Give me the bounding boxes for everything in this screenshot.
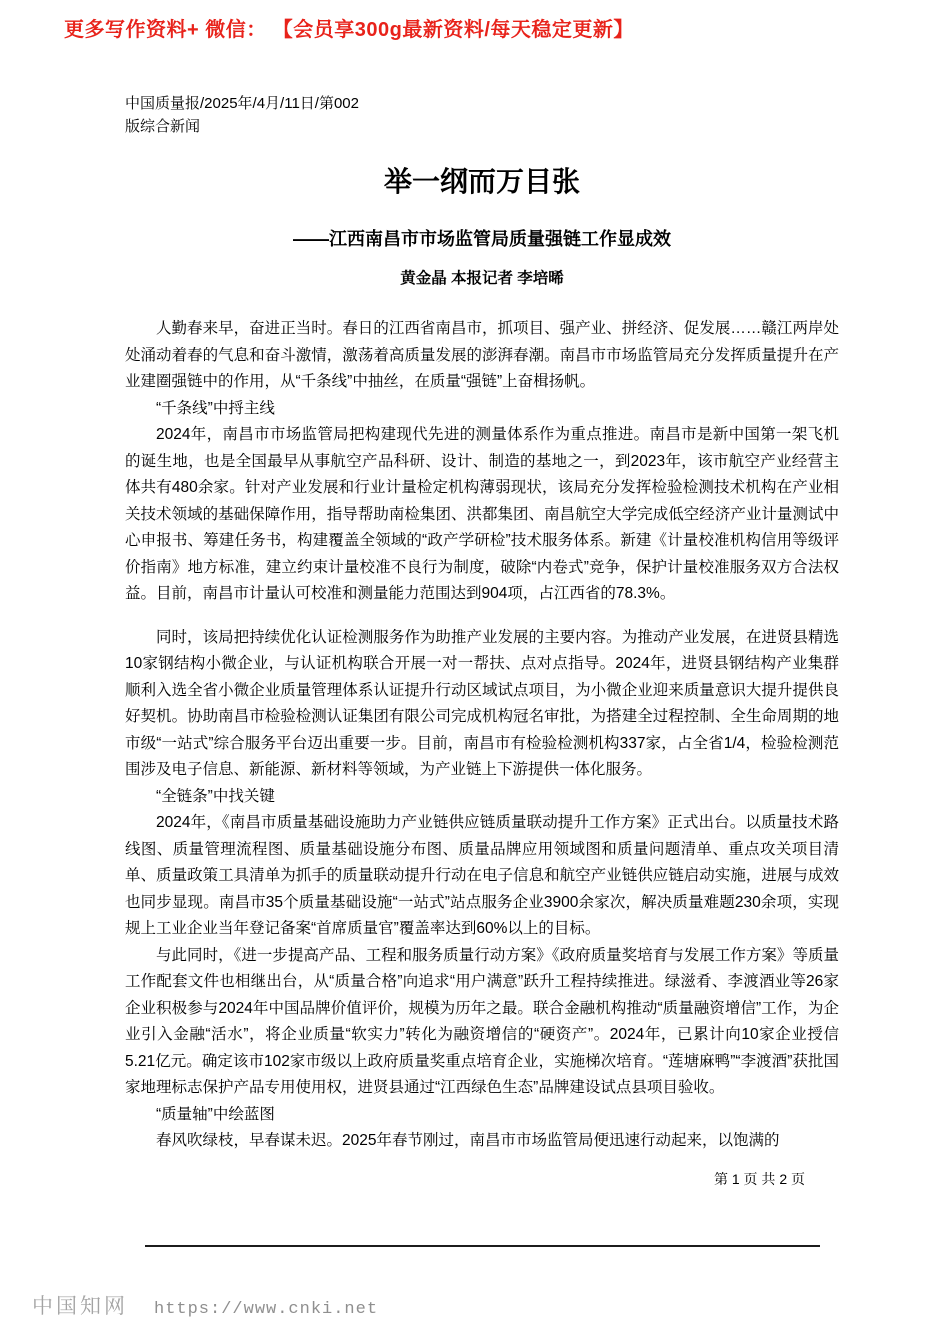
paragraph-3: 同时，该局把持续优化认证检测服务作为助推产业发展的主要内容。为推动产业发展，在进贤县精选10家钢结构小微企业，与认证机构联合开展一对一帮扶、点对点指导。2024年，进贤县钢结构产业集群顺利入选全省小微企业质量管理体系认证提升行动区域试点项目，为小微企业迎来质量意识大提升提供良好契机。协助南昌市检验检测认证集团有限公司完成机构冠名审批，为搭建全过程控制、全生命周期的地市级“一站式”综合服务平台迈出重要一步。目前，南昌市有检验检测机构337家，占全省1/4，检验检测范围涉及电子信息、新能源、新材料等领域，为产业链上下游提供一体化服务。: [125, 628, 839, 778]
subheading-1: “千条线”中捋主线: [156, 399, 275, 417]
subheading-3: “质量轴”中绘蓝图: [156, 1105, 275, 1123]
paragraph-5: 与此同时，《进一步提高产品、工程和服务质量行动方案》《政府质量奖培育与发展工作方案》等质量工作配套文件也相继出台，从“质量合格”向追求“用户满意”跃升工程持续推进。绿滋肴、李渡酒业等26家企业积极参与2024年中国品牌价值评价，规模为历年之最。联合金融机构推动“质量融资增信”工作，为企业引入金融“活水”，将企业质量“软实力”转化为融资增信的“硬资产”。2024年，已累计向10家企业授信5.21亿元。确定该市102家市级以上政府质量奖重点培育企业，实施梯次培育。“莲塘麻鸭”“李渡酒”获批国家地理标志保护产品专用使用权，进贤县通过“江西绿色生态”品牌建设试点县项目验收。: [125, 946, 839, 1096]
cnki-url: https://www.cnki.net: [154, 1300, 379, 1319]
source-line-2: 版综合新闻: [125, 118, 201, 135]
article-title: 举一纲而万目张: [383, 166, 580, 197]
source-info: [125, 92, 839, 138]
source-line-1: 中国质量报/2025年/4月/11日/第002: [125, 95, 359, 112]
paragraph-6: 春风吹绿枝，早春谋未迟。2025年春节刚过，南昌市市场监管局便迅速行动起来，以饱满的: [156, 1132, 780, 1149]
cnki-logo-text: 中国知网: [32, 1294, 128, 1318]
article-subtitle: ——江西南昌市市场监管局质量强链工作显成效: [293, 229, 671, 249]
promo-banner-text: 更多写作资料+ 微信： 【会员享300g最新资料/每天稳定更新】: [64, 19, 634, 41]
subheading-2: “全链条”中找关键: [156, 787, 275, 805]
paragraph-2: 2024年，南昌市市场监管局把构建现代先进的测量体系作为重点推进。南昌市是新中国第一架飞机的诞生地，也是全国最早从事航空产品科研、设计、制造的基地之一，到2023年，该市航空产业经营主体共有480余家。针对产业发展和行业计量检定机构薄弱现状，该局充分发挥检验检测技术机构在产业相关技术领域的基础保障作用，指导帮助南检集团、洪都集团、南昌航空大学完成低空经济产业计量测试中心申报书、筹建任务书，构建覆盖全领域的“政产学研检”技术服务体系。新建《计量校准机构信用等级评价指南》地方标准，建立约束计量校准不良行为制度，破除“内卷式”竞争，保护计量校准服务双方合法权益。目前，南昌市计量认可校准和测量能力范围达到904项，占江西省的78.3%。: [125, 426, 839, 602]
paragraph-1: 人勤春来早，奋进正当时。春日的江西省南昌市，抓项目、强产业、拼经济、促发展……赣江两岸处处涌动着春的气息和奋斗激情，激荡着高质量发展的澎湃春潮。南昌市市场监管局充分发挥质量提升在产业建圈强链中的作用，从“千条线”中抽丝，在质量“强链”上奋楫扬帆。: [125, 320, 839, 390]
paragraph-4: 2024年，《南昌市质量基础设施助力产业链供应链质量联动提升工作方案》正式出台。以质量技术路线图、质量管理流程图、质量基础设施分布图、质量品牌应用领域图和质量问题清单、重点攻关项目清单、质量政策工具清单为抓手的质量联动提升行动在电子信息和航空产业链供应链启动实施，进展与成效也同步显现。南昌市35个质量基础设施“一站式”站点服务企业3900余家次，解决质量难题230余项，实现规上工业企业当年登记备案“首席质量官”覆盖率达到60%以上的目标。: [125, 814, 839, 937]
footer-divider: [145, 1245, 820, 1247]
cnki-watermark: [32, 1290, 378, 1320]
page-number: 第 1 页 共 2 页: [713, 1170, 805, 1187]
article-content: [125, 92, 839, 1189]
article-body: [125, 316, 839, 1155]
article-authors: 黄金晶 本报记者 李培晞: [400, 270, 564, 287]
